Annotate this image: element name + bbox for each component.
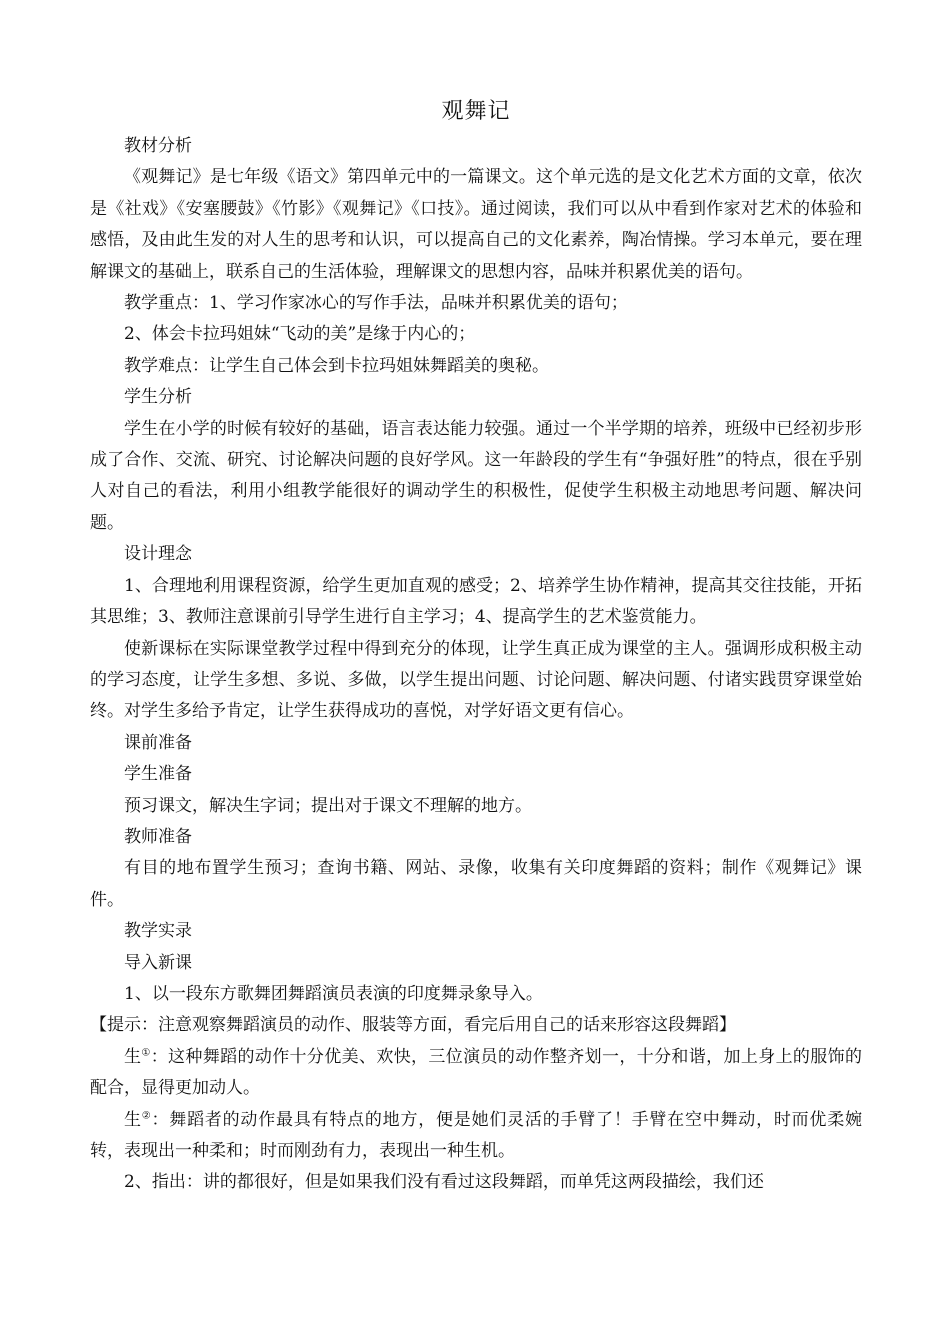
document-page (90, 96, 862, 1199)
section-heading-preparation: 课前准备 (124, 732, 192, 753)
section-heading-student-analysis: 学生分析 (124, 387, 192, 408)
paragraph-student-answer-2 (90, 1105, 862, 1168)
section-heading-teaching-record: 教学实录 (124, 921, 192, 942)
footnote-marker: ② (141, 1109, 152, 1121)
section-heading-introduction: 导入新课 (124, 952, 192, 973)
paragraph-introduction-1: 1、以一段东方歌舞团舞蹈演员表演的印度舞录象导入。 (124, 983, 543, 1004)
paragraph-design-concept-1: 1、合理地利用课程资源，给学生更加直观的感受；2、培养学生协作精神，提高其交往技能，开拓其思维；3、教师注意课前引导学生进行自主学习；4、提高学生的艺术鉴赏能力。 (90, 575, 862, 628)
section-heading-textbook-analysis: 教材分析 (124, 136, 192, 156)
section-heading-student-preparation: 学生准备 (124, 764, 192, 785)
paragraph-hint: 【提示：注意观察舞蹈演员的动作、服装等方面，看完后用自己的话来形容这段舞蹈】 (90, 1015, 736, 1036)
answer-text: ：这种舞蹈的动作十分优美、欢快，三位演员的动作整齐划一，十分和谐，加上身上的服饰的配合，显得更加动人。 (90, 1046, 863, 1099)
section-heading-teacher-preparation: 教师准备 (124, 826, 192, 847)
speaker-label: 生 (124, 1046, 142, 1067)
speaker-label: 生 (124, 1109, 142, 1130)
paragraph-student-answer-1 (90, 1042, 862, 1105)
paragraph-point-out: 2、指出：讲的都很好，但是如果我们没有看过这段舞蹈，而单凭这两段描绘，我们还 (124, 1172, 764, 1193)
paragraph-teaching-focus-2: 2、体会卡拉玛姐妹“飞动的美”是缘于内心的； (124, 324, 476, 345)
paragraph-teaching-difficulty: 教学难点：让学生自己体会到卡拉玛姐妹舞蹈美的奥秘。 (124, 355, 549, 376)
paragraph-teacher-preparation: 有目的地布置学生预习；查询书籍、网站、录像，收集有关印度舞蹈的资料；制作《观舞记》课件。 (90, 858, 862, 910)
paragraph-textbook-analysis: 《观舞记》是七年级《语文》第四单元中的一篇课文。这个单元选的是文化艺术方面的文章，依次是《社戏》《安塞腰鼓》《竹影》《观舞记》《口技》。通过阅读，我们可以从中看到作家对艺术的体验和感悟，及由此生发的对人生的思考和认识，可以提高自己的文化素养，陶冶情操。学习本单元，要在理解课文的基础上，联系自己的生活体验，理解课文的思想内容，品味并积累优美的语句。 (90, 167, 862, 282)
section-heading-design-concept: 设计理念 (124, 544, 192, 565)
footnote-marker: ① (141, 1047, 151, 1059)
paragraph-teaching-focus: 教学重点：1、学习作家冰心的写作手法，品味并积累优美的语句； (124, 293, 628, 314)
answer-text: ：舞蹈者的动作最具有特点的地方，便是她们灵活的手臂了！手臂在空中舞动，时而优柔婉转，表现出一种柔和；时而刚劲有力，表现出一种生机。 (90, 1109, 862, 1161)
paragraph-design-concept-2: 使新课标在实际课堂教学过程中得到充分的体现，让学生真正成为课堂的主人。强调形成积极主动的学习态度，让学生多想、多说、多做，以学生提出问题、讨论问题、解决问题、付诸实践贯穿课堂始终。对学生多给予肯定，让学生获得成功的喜悦，对学好语文更有信心。 (90, 638, 862, 722)
page-title: 观舞记 (441, 99, 511, 124)
paragraph-student-preparation: 预习课文，解决生字词；提出对于课文不理解的地方。 (124, 795, 532, 816)
paragraph-student-analysis: 学生在小学的时候有较好的基础，语言表达能力较强。通过一个半学期的培养，班级中已经初步形成了合作、交流、研究、讨论解决问题的良好学风。这一年龄段的学生有“争强好胜”的特点，很在乎别人对自己的看法，利用小组教学能很好的调动学生的积极性，促使学生积极主动地思考问题、解决问题。 (90, 418, 862, 533)
